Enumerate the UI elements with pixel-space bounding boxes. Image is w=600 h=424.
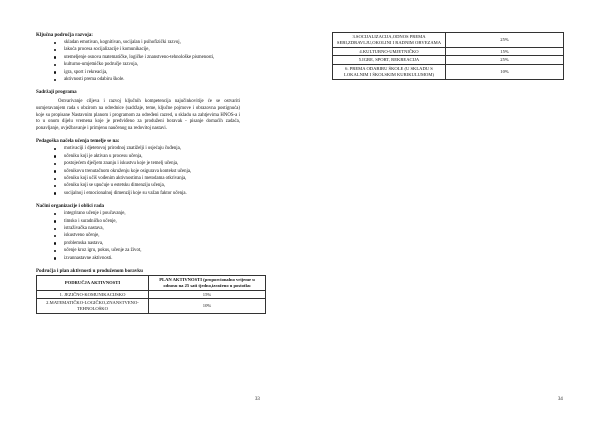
list-item: istraživačka nastava,: [54, 225, 278, 232]
table-row: [37, 299, 266, 314]
list-item: učeniku koji se upućuje u estetsku dimenziju učenja,: [54, 182, 278, 189]
key-areas-list: [36, 39, 278, 83]
list-item: integrirano učenje i poučavanje,: [54, 210, 278, 217]
table-row: [333, 65, 564, 80]
table-row: [333, 47, 564, 56]
list-item: učenikovu trenutačnom okruženju koje osigurava kontekst učenja,: [54, 168, 278, 175]
list-item: učenje kroz igru, pokus, učenje za život,: [54, 247, 278, 254]
page-number: 34: [558, 397, 563, 402]
program-content-paragraph: Ostvarivanje ciljeva i razvoj ključnih kompetencija najučinkovitije će se ostvariti usmjeravanjem rada s obzirom na odrednice (sadržaje, teme, ključne pojmove i obrazovna postignuća) koje su propisane Nastavnim planom i programom za određeni razred, u skladu sa zahtjevima HNOS-a i to u onom dijelu vremena koje je predviđeno za produženi boravak - pisanje domaćih zadaća, ponavljanje, uvježbavanje i primjenu naučenog na redovitoj nastavi.: [36, 99, 240, 131]
work-organization-list: [36, 210, 278, 262]
percent-cell: 15%: [446, 47, 564, 56]
activity-area-cell: 1. JEZIČNO-KOMUNIKACIJSKO: [37, 290, 149, 299]
activity-plan-table: [36, 275, 266, 314]
list-item: kulturno-umjetničko područje razvoja,: [54, 61, 278, 68]
list-item: iskustveno učenje,: [54, 232, 278, 239]
list-item: problemska nastava,: [54, 240, 278, 247]
list-item: igra, sport i rekreacija,: [54, 69, 278, 76]
activity-plan-heading: Područja i plan aktivnosti u produženom boravku: [36, 269, 143, 275]
percent-cell: 10%: [149, 299, 266, 314]
table-header-row: [37, 276, 266, 291]
table-row: [37, 290, 266, 299]
activity-area-cell: 3.SOCIJALIZACIJA,ODNOS PREMA SEBI,ZDRAVLJU,OKOLINI I RADNIM OBVEZAMA: [333, 33, 446, 48]
program-content-heading: Sadržaji programa: [36, 90, 77, 96]
activity-area-cell: 6. PREMA ODABIRU ŠKOLE (U SKLADU S LOKALNIM I ŠKOLSKIM KURIKULUMOM): [333, 65, 446, 80]
list-item: socijalnoj i emocionalnoj dimenziji koje su važan faktor učenja.: [54, 190, 278, 197]
column-header-plan: PLAN AKTIVNOSTI (proporcionalno vrijeme u odnosu na 25 sati tjedno,izraženo u postotku: [149, 276, 266, 291]
list-item: skladan emotivan, kognitivan, socijalan i psihofizički razvoj,: [54, 39, 278, 46]
percent-cell: 25%: [446, 56, 564, 65]
percent-cell: 15%: [149, 290, 266, 299]
list-item: motivaciji i djetetovoj prirodnoj znatiželji i osjećaju čuđenja,: [54, 145, 278, 152]
list-item: učeniku koji je aktivan u procesu učenja,: [54, 153, 278, 160]
list-item: aktivnosti prema odabiru škole.: [54, 76, 278, 83]
list-item: lakoća procesa socijalizacije i komunikacije,: [54, 46, 278, 53]
list-item: učeniku koji učiš vođenim aktivnostima i metodama otkrivanja,: [54, 175, 278, 182]
activity-area-cell: 5.IGRE, SPORT, REKREACIJA: [333, 56, 446, 65]
key-areas-heading: Ključna područja razvoja:: [36, 33, 93, 38]
activity-area-cell: 4.KULTURNO-UMJETNIČKO: [333, 47, 446, 56]
list-item: timsko i suradničko učenje,: [54, 218, 278, 225]
list-item: izvannastavne aktivnosti.: [54, 255, 278, 262]
table-row: [333, 33, 564, 48]
right-page: [300, 0, 600, 424]
list-item: utemeljenje osnova matematičke, logičke i znanstveno-tehnološke pismenosti,: [54, 54, 278, 61]
percent-cell: 25%: [446, 33, 564, 48]
work-organization-heading: Načini organizacije i oblici rada: [36, 204, 105, 210]
pedagogical-principles-heading: Pedagoška načela učenja temelje se na:: [36, 139, 120, 145]
percent-cell: 10%: [446, 65, 564, 80]
list-item: postojećem dječjem znanju i iskustvu koje je temelj učenja,: [54, 160, 278, 167]
column-header-areas: PODRUČJA AKTIVNOSTI: [37, 276, 149, 291]
pedagogical-principles-list: [36, 145, 278, 197]
table-row: [333, 56, 564, 65]
page-number: 33: [255, 397, 260, 402]
activity-plan-table-continued: [332, 32, 564, 80]
activity-area-cell: 2.MATEMATIČKO-LOGIČKO,ZNANSTVENO-TEHNOLOŠKO: [37, 299, 149, 314]
